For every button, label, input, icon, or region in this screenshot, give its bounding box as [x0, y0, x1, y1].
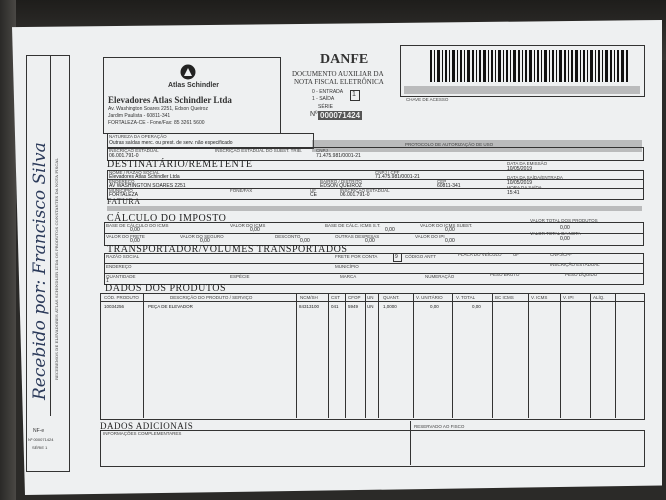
- seguro-label: VALOR DO SEGURO: [180, 234, 224, 239]
- barcode-icon: [430, 50, 630, 82]
- emitter-address-3: FORTALEZA-CE - Fone/Fax: 85 3261 5600: [108, 120, 205, 126]
- transp-frete-value: 9: [395, 254, 398, 260]
- transp-antt-label: CÓDIGO ANTT: [405, 254, 437, 259]
- stub-handwriting: Recebido por: Francisco Silva: [30, 142, 50, 400]
- col-divider-9: [492, 294, 493, 418]
- entrada-label: 0 - ENTRADA: [312, 89, 344, 95]
- col-header-ncm: NCM/SH: [300, 295, 318, 300]
- transp-peso-bruto-label: PESO BRUTO: [490, 272, 520, 277]
- frete-value: 0,00: [130, 238, 140, 244]
- produtos-header-line: [100, 301, 644, 302]
- row-quant: 1,0000: [383, 304, 397, 309]
- ipi-value: 0,00: [445, 238, 455, 244]
- dest-data-saida-label: DATA DA SAÍDA/ENTRADA: [507, 175, 563, 180]
- fatura-strip: [107, 206, 642, 211]
- adicionais-box: [100, 430, 645, 467]
- emitter-company: Elevadores Atlas Schindler Ltda: [108, 95, 232, 105]
- emitter-address-2: Jardim Paulista - 60811-341: [108, 113, 171, 119]
- valor-icms-value: 0,00: [250, 227, 260, 233]
- col-divider-6: [378, 294, 379, 418]
- section-adicionais: DADOS ADICIONAIS: [100, 421, 194, 431]
- ipi-label: VALOR DO IPI: [415, 234, 445, 239]
- protocolo-label: PROTOCOLO DE AUTORIZAÇÃO DE USO: [405, 142, 494, 147]
- dest-endereco-value: AV WASHINGTON SOARES 2251: [109, 183, 186, 189]
- dest-municipio-value: FORTALEZA: [109, 192, 138, 198]
- serie-label: SÉRIE: [318, 104, 334, 110]
- dest-ie-label: INSCRIÇÃO ESTADUAL: [340, 188, 390, 193]
- dest-cnpj-label: CNPJ / CPF: [375, 170, 400, 175]
- valor-icms-label: VALOR DO ICMS: [230, 223, 266, 228]
- col-header-descricao: DESCRIÇÃO DO PRODUTO / SERVIÇO: [170, 295, 253, 300]
- col-divider-2: [296, 294, 297, 418]
- numero-label: Nº: [310, 111, 318, 118]
- transp-placa-label: PLACA DO VEÍCULO: [458, 252, 502, 257]
- dest-ie-value: 06.001.791-0: [340, 192, 370, 198]
- frete-label: VALOR DO FRETE: [106, 234, 145, 239]
- col-header-vtotal: V. TOTAL: [456, 295, 476, 300]
- total-prod-value: 0,00: [560, 225, 570, 231]
- transp-endereco-label: ENDEREÇO: [106, 264, 132, 269]
- col-header-aliq: ALÍQ.: [593, 295, 605, 300]
- ie-subst-label: INSCRIÇÃO ESTADUAL DO SUBST. TRIB.: [215, 148, 303, 153]
- desconto-value: 0,00: [300, 238, 310, 244]
- desconto-label: DESCONTO: [275, 234, 301, 239]
- access-key-strip: [404, 86, 640, 94]
- seguro-value: 0,00: [200, 238, 210, 244]
- col-header-bcicms: BC ICMS: [495, 295, 514, 300]
- atlas-schindler-logo-icon: [180, 64, 196, 80]
- natureza-value: Outras saídas merc. ou prest. de serv. não especificado: [109, 140, 233, 146]
- col-divider-3: [328, 294, 329, 418]
- produtos-table: [100, 293, 645, 420]
- row-vunit: 0,00: [430, 304, 439, 309]
- transp-quantidade-value: 1: [106, 278, 109, 284]
- row-descricao: PEÇA DE ELEVADOR: [148, 304, 193, 309]
- row-un: UN: [367, 304, 374, 309]
- danfe-title: DANFE: [320, 52, 369, 67]
- base-icms-value: 0,00: [130, 227, 140, 233]
- row-vtotal: 0,00: [472, 304, 481, 309]
- total-nota-value: 0,00: [560, 236, 570, 242]
- transp-municipio-label: MUNICÍPIO: [335, 264, 359, 269]
- cnpj-label: CNPJ: [316, 148, 328, 153]
- transp-marca-label: MARCA: [340, 274, 357, 279]
- natureza-label: NATUREZA DA OPERAÇÃO: [109, 134, 167, 139]
- cnpj-value: 71.475.981/0001-21: [316, 153, 361, 159]
- dest-endereco-label: ENDEREÇO: [109, 179, 135, 184]
- row-ncm: 84313100: [299, 304, 320, 309]
- row-cst: 041: [331, 304, 339, 309]
- dest-bairro-value: EDSON QUEIROZ: [320, 183, 362, 189]
- adicionais-divider: [410, 421, 411, 465]
- base-icms-label: BASE DE CÁLCULO DO ICMS: [106, 223, 169, 228]
- section-fatura: FATURA: [107, 197, 141, 206]
- col-header-vunit: V. UNITÁRIO: [416, 295, 443, 300]
- dest-nome-value: Elevadores Atlas Schindler Ltda: [109, 174, 180, 180]
- dest-cnpj-value: 71.475.981/0001-21: [375, 174, 420, 180]
- base-st-label: BASE DE CÁLC. ICMS S.T.: [325, 223, 381, 228]
- transp-razao-label: RAZÃO SOCIAL: [106, 254, 140, 259]
- stub-nfe-label: NF-e: [33, 428, 45, 434]
- transp-uf-label: UF: [513, 252, 519, 257]
- col-header-quant: QUANT.: [383, 295, 400, 300]
- outras-value: 0,00: [365, 238, 375, 244]
- col-divider-13: [615, 294, 616, 418]
- col-divider-5: [365, 294, 366, 418]
- section-produtos: DADOS DOS PRODUTOS: [105, 283, 227, 294]
- col-header-codigo: CÓD. PRODUTO: [104, 295, 139, 300]
- ie-value: 06.001.791-0: [109, 153, 139, 159]
- col-header-cfop: CFOP: [348, 295, 361, 300]
- section-transportador: TRANSPORTADOR/VOLUMES TRANSPORTADOS: [107, 244, 348, 255]
- stub-receipt-text: RECEBEMOS DE ELEVADORES ATLAS SCHINDLER LTDA OS PRODUTOS CONSTANTES DA NOTA FISCAL: [54, 158, 59, 380]
- stub-serie: SÉRIE 1: [32, 445, 48, 450]
- transp-ie-label: INSCRIÇÃO ESTADUAL: [550, 262, 600, 267]
- dest-bairro-label: BAIRRO / DISTRITO: [320, 179, 362, 184]
- transp-peso-liq-label: PESO LÍQUIDO: [565, 272, 598, 277]
- dest-data-saida-value: 10/05/2019: [507, 180, 533, 186]
- col-divider-4: [345, 294, 346, 418]
- stub-number: Nº 000071424: [28, 437, 54, 442]
- dest-fone-label: FONE/FAX: [230, 188, 253, 193]
- emitter-brand: Atlas Schindler: [168, 82, 219, 89]
- transp-especie-label: ESPÉCIE: [230, 274, 250, 279]
- dest-data-emissao-label: DATA DA EMISSÃO: [507, 161, 548, 166]
- info-complementares-label: INFORMAÇÕES COMPLEMENTARES: [103, 431, 182, 436]
- valor-st-value: 0,00: [445, 227, 455, 233]
- stub-divider: [50, 56, 51, 416]
- transp-cnpj-label: CNPJ/CPF: [550, 252, 573, 257]
- numero-value: 000071424: [320, 111, 361, 120]
- col-divider-10: [528, 294, 529, 418]
- col-header-vicms: V. ICMS: [531, 295, 548, 300]
- col-divider-8: [452, 294, 453, 418]
- total-prod-label: VALOR TOTAL DOS PRODUTOS: [530, 218, 598, 223]
- danfe-subtitle-2: NOTA FISCAL ELETRÔNICA: [294, 78, 384, 86]
- emitter-address-1: Av. Washington Soares 2251, Edson Queiroz: [108, 106, 208, 112]
- transp-frete-label: FRETE POR CONTA: [335, 254, 378, 259]
- dest-hora-label: HORA DA SAÍDA: [507, 185, 542, 190]
- danfe-subtitle-1: DOCUMENTO AUXILIAR DA: [292, 70, 384, 78]
- reservado-fisco-label: RESERVADO AO FISCO: [414, 424, 465, 429]
- dest-municipio-label: MUNICÍPIO: [109, 188, 133, 193]
- dest-uf-value: CE: [310, 192, 317, 198]
- row-cfop: 5949: [348, 304, 359, 309]
- col-divider-12: [590, 294, 591, 418]
- transp-numeracao-label: NUMERAÇÃO: [425, 274, 455, 279]
- col-divider-7: [413, 294, 414, 418]
- valor-st-label: VALOR DO ICMS SUBST.: [420, 223, 473, 228]
- transportador-row-line-2: [104, 273, 643, 274]
- ie-label: INSCRIÇÃO ESTADUAL: [109, 148, 159, 153]
- tipo-value: 1: [352, 91, 356, 98]
- dest-cep-value: 60811-341: [437, 183, 461, 189]
- transp-quantidade-label: QUANTIDADE: [106, 274, 136, 279]
- dest-data-emissao-value: 10/05/2019: [507, 166, 533, 172]
- col-divider-11: [560, 294, 561, 418]
- col-header-vipi: V. IPI: [563, 295, 574, 300]
- access-key-label: CHAVE DE ACESSO: [406, 97, 449, 102]
- total-nota-label: VALOR TOTAL DA NOTA: [530, 231, 581, 236]
- section-calculo: CÁLCULO DO IMPOSTO: [107, 213, 227, 224]
- dest-hora-value: 15:41: [507, 190, 520, 196]
- saida-label: 1 - SAÍDA: [312, 96, 335, 102]
- col-divider-1: [143, 294, 144, 418]
- dest-cep-label: CEP: [437, 179, 447, 184]
- dest-uf-label: UF: [310, 188, 316, 193]
- col-header-cst: CST: [331, 295, 340, 300]
- dest-nome-label: NOME / RAZÃO SOCIAL: [109, 170, 160, 175]
- section-destinatario: DESTINATÁRIO/REMETENTE: [107, 159, 253, 170]
- base-st-value: 0,00: [385, 227, 395, 233]
- row-codigo: 10034256: [104, 304, 125, 309]
- col-header-un: UN: [367, 295, 374, 300]
- outras-label: OUTRAS DESPESAS: [335, 234, 380, 239]
